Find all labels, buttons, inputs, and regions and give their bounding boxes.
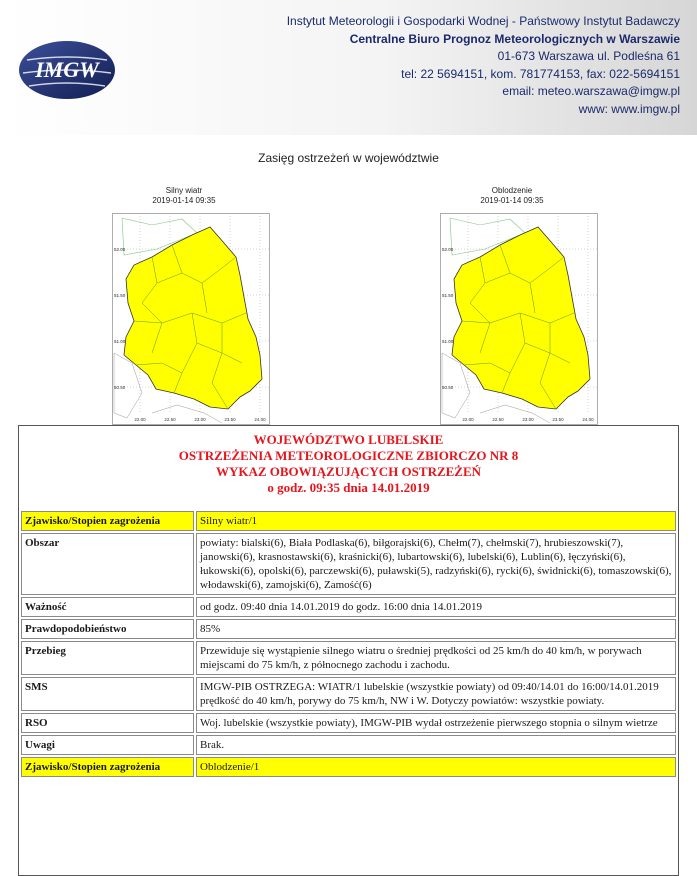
lon-label: 24.00 (254, 417, 266, 422)
lat-label: 50.50 (442, 385, 454, 390)
row-value: 85% (196, 619, 676, 639)
row-value: od godz. 09:40 dnia 14.01.2019 do godz. 16:00 dnia 14.01.2019 (196, 597, 676, 617)
lat-label: 52.00 (114, 247, 126, 252)
row-label: Prawdopodobieństwo (21, 619, 194, 639)
row-label: SMS (21, 677, 194, 711)
lon-label: 23.00 (194, 417, 206, 422)
email[interactable]: email: meteo.warszawa@imgw.pl (502, 84, 680, 99)
page-header (0, 0, 697, 135)
table-row (21, 511, 676, 531)
warning-map-wind (112, 213, 270, 425)
row-label: Przebieg (21, 641, 194, 675)
warning-panel (18, 425, 679, 876)
bulletin-title: OSTRZEŻENIA METEOROLOGICZNE ZBIORCZO NR 8 (178, 448, 519, 463)
lat-label: 51.50 (114, 293, 126, 298)
row-value: Oblodzenie/1 (196, 757, 676, 777)
lon-label: 23.50 (552, 417, 564, 422)
row-value: IMGW-PIB OSTRZEGA: WIATR/1 lubelskie (wszystkie powiaty) od 09:40/14.01 do 16:00/14.01.2019 prędkość do 40 km/h, porywy do 75 km/h, NW i W. Dotyczy powiatów: wszystkie powiaty. (196, 677, 676, 711)
lon-label: 22.50 (164, 417, 176, 422)
table-row (21, 619, 676, 639)
row-value: Silny wiatr/1 (196, 511, 676, 531)
institute-name: Instytut Meteorologii i Gospodarki Wodnej - Państwowy Instytut Badawczy (286, 14, 680, 28)
map-date: 2019-01-14 09:35 (152, 196, 216, 205)
imgw-logo (17, 40, 117, 100)
row-label: Zjawisko/Stopien zagrożenia (21, 757, 194, 777)
map-date: 2019-01-14 09:35 (480, 196, 544, 205)
institute-info (287, 13, 680, 119)
table-row (21, 735, 676, 755)
lat-label: 51.00 (114, 339, 126, 344)
row-value: Woj. lubelskie (wszystkie powiaty), IMGW-PIB wydał ostrzeżenie pierwszego stopnia o silnym wietrze (196, 713, 676, 733)
map-title: Silny wiatr (165, 186, 203, 195)
lon-label: 22.00 (462, 417, 474, 422)
lat-label: 50.50 (114, 385, 126, 390)
issue-time: o godz. 09:35 dnia 14.01.2019 (267, 480, 430, 495)
row-value: Brak. (196, 735, 676, 755)
row-label: Ważność (21, 597, 194, 617)
warning-map-icing (440, 213, 598, 425)
table-row (21, 713, 676, 733)
row-label: Obszar (21, 533, 194, 595)
row-label: Uwagi (21, 735, 194, 755)
lon-label: 22.00 (134, 417, 146, 422)
row-value: powiaty: bialski(6), Biała Podlaska(6), biłgorajski(6), Chełm(7), chełmski(7), hrubieszowski(7), janowski(6), krasnostawski(6), kraśnicki(6), lubartowski(6), lubelski(6), Lublin(6), łęczyński(6), łukowski(6), opolski(6), parczewski(6), puławski(5), radzyński(6), rycki(6), świdnicki(6), tomaszowski(6), włodawski(6), zamojski(6), Zamość(6) (196, 533, 676, 595)
lat-label: 52.00 (442, 247, 454, 252)
lat-label: 51.00 (442, 339, 454, 344)
map-title-wind (99, 186, 269, 206)
row-value: Przewiduje się wystąpienie silnego wiatru o średniej prędkości od 25 km/h do 40 km/h, w porywach miejscami do 75 km/h, z północnego zachodu i zachodu. (196, 641, 676, 675)
table-row (21, 597, 676, 617)
lat-label: 51.50 (442, 293, 454, 298)
website[interactable]: www: www.imgw.pl (578, 101, 680, 116)
logo-text: IMGW (35, 57, 99, 82)
voivodeship-title: WOJEWÓDZTWO LUBELSKIE (253, 432, 444, 447)
lon-label: 22.50 (492, 417, 504, 422)
lon-label: 24.00 (582, 417, 594, 422)
lon-label: 23.00 (522, 417, 534, 422)
phone: tel: 22 5694151, kom. 781774153, fax: 022-5694151 (401, 66, 680, 81)
row-label: Zjawisko/Stopien zagrożenia (21, 511, 194, 531)
row-label: RSO (21, 713, 194, 733)
warning-table (19, 509, 678, 779)
table-row (21, 533, 676, 595)
list-title: WYKAZ OBOWIĄZUJĄCYCH OSTRZEŻEŃ (215, 464, 482, 479)
bureau-name: Centralne Biuro Prognoz Meteorologicznych w Warszawie (349, 31, 680, 46)
map-title-icing (427, 186, 597, 206)
page-title: Zasięg ostrzeżeń w województwie (258, 151, 439, 165)
table-row (21, 641, 676, 675)
table-row (21, 757, 676, 777)
map-title: Oblodzenie (491, 186, 533, 195)
lon-label: 23.50 (224, 417, 236, 422)
address: 01-673 Warszawa ul. Podleśna 61 (497, 49, 680, 64)
warning-header (19, 426, 678, 509)
table-row (21, 677, 676, 711)
